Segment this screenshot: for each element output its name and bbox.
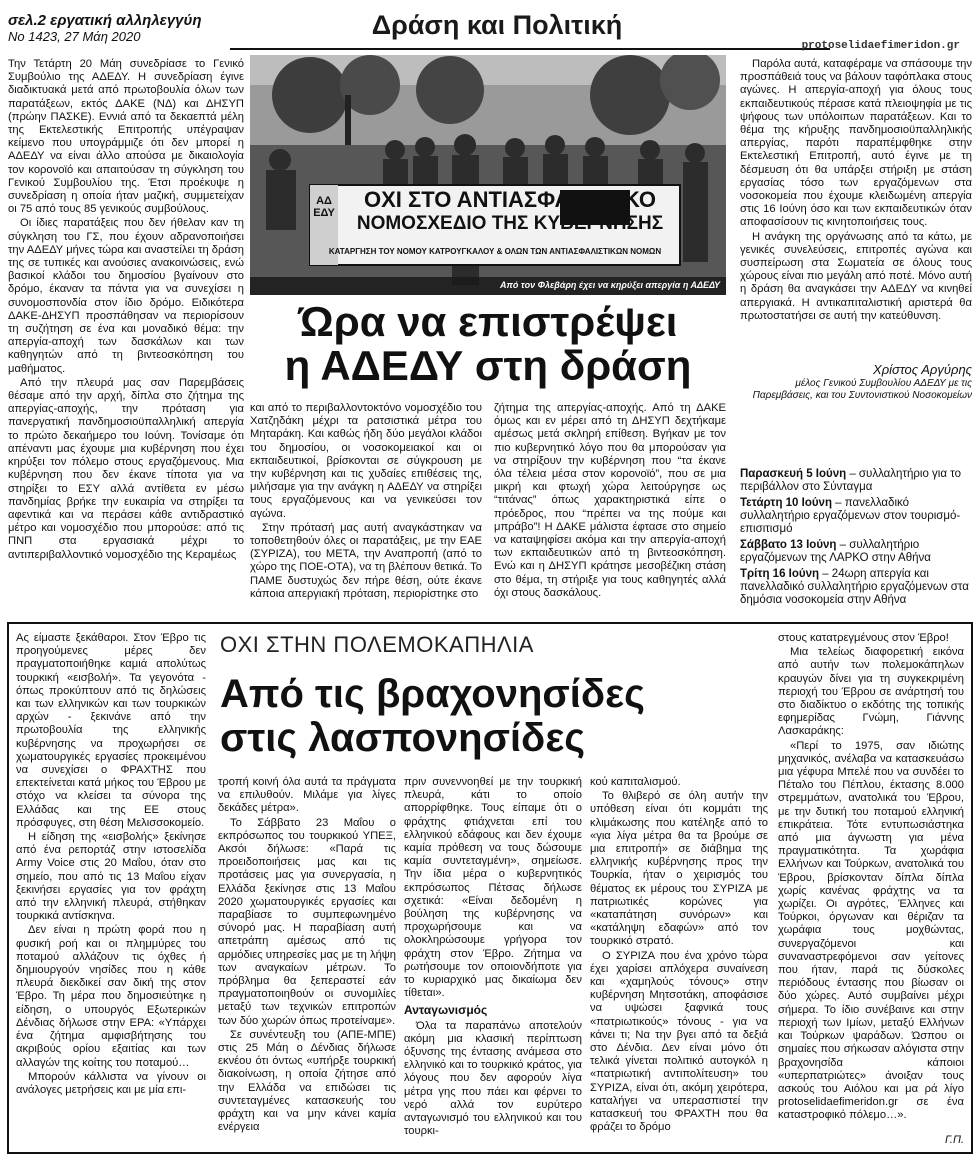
article1-para: Την Τετάρτη 20 Μάη συνεδρίασε το Γενικό Συμβούλιο της ΑΔΕΔΥ. Η συνεδρίαση έγινε διαδικτυακά μετά από πρωτοβουλία όλων των παρατάξεων, εκτός ΔΑΚΕ (ΝΔ) και ΔΗΣΥΠ (πρώην ΠΑΣΚΕ). Εννιά από τα δεκαεπτά μέλη της Εκτελεστικής Επιτροπής υπέγραψαν κείμενο που υπογράμμιζε ότι δεν μπορεί η ΑΔΕΔΥ να είναι άλλο απούσα με δικαιολογία τον κορονοϊό και απαιτούσαν τη σύγκληση του Γενικού Συμβουλίου της. Έτσι προέκυψε η συνεδρίαση η οποία ήταν μαζική, συμμετείχαν οι 75 από τους 85 γενικούς συμβούλους.	[8, 58, 244, 216]
article1-para: Η ανάγκη της οργάνωσης από τα κάτω, με γενικές συνελεύσεις, επιτροπές αγώνα και συσπείρωση στα Σωματεία σε όλους τους χώρους είναι πιο μεγάλη από ποτέ. Μόνο αυτή η δράση θα αναγκάσει την ΑΔΕΔΥ να κινηθεί απεργιακά. Η αντικαπιταλιστική αριστερά θα πρωτοστατήσει σε αυτή την κατεύθυνση.	[740, 230, 972, 322]
protest-photo-svg	[250, 55, 726, 295]
event-text: – 24ωρη απεργία και πανελλαδικό συλλαλητήριο εργαζόμενων στα δημόσια νοσοκομεία στην Αθήνα	[740, 568, 969, 606]
section-title: Δράση και Πολιτική	[371, 10, 623, 40]
event-text: – συλλαλητήριο εργαζόμενων της ΛΑΡΚΟ στην Αθήνα	[740, 539, 931, 564]
article2-headline-line1: Από τις βραχονησίδες	[220, 672, 645, 716]
event-item	[740, 468, 972, 494]
article1-para: και από το περιβαλλοντοκτόνο νομοσχέδιο του Χατζηδάκη μέχρι τα ρατσιστικά μέτρα του Μηταράκη. Και καθώς ήδη δύο μεγάλοι κλάδοι του δημοσίου, οι νοσοκομειακοί και οι εκπαιδευτικοί, βρίσκονται σε σύγκρουση με την κυβέρνηση και τις χυδαίες επιθέσεις της, μιλήσαμε για την ανάγκη η ΑΔΕΔΥ να στηρίξει τους εργαζόμενους και να γενικεύσει τον αγώνα.	[250, 402, 482, 520]
event-text: – συλλαλητήριο για το περιβάλλον στο Σύνταγμα	[740, 468, 961, 493]
article2-para: κού καπιταλισμού.	[590, 776, 681, 788]
article2-kicker: ΟΧΙ ΣΤΗΝ ΠΟΛΕΜΟΚΑΠΗΛΙΑ	[220, 632, 534, 657]
event-item	[740, 539, 972, 565]
event-day: Τετάρτη 10 Ιούνη	[740, 497, 832, 509]
events-list	[740, 468, 972, 610]
event-item	[740, 497, 972, 536]
article1-para: Οι ίδιες παρατάξεις που δεν ήθελαν καν τη σύγκληση του ΓΣ, που έχουν αδρανοποιήσει την ΑΔΕΔΥ μήνες τώρα και αναστείλει τη δράση της σε τυπικές και ανούσιες ανακοινώσεις, ενώ βασικοί κλάδοι του δημοσίου βγαίνουν στο δρόμο, έκαναν τα πάντα για να συνεχίσει η συνομοσπονδία στον ίδιο δρόμο. Ειδικότερα ΔΑΚΕ-ΔΗΣΥΠ προσπάθησαν να περιορίσουν τη συζήτηση σε ένα και μοναδικό θέμα: την απεργία-αποχή των δασκάλων και των καθηγητών από τη βιντεοσκόπηση του μαθήματος.	[8, 217, 244, 375]
article2-headline-line2: στις λασπονησίδες	[220, 716, 586, 760]
article1-col3	[494, 402, 726, 612]
banner-mid-text: ΝΟΜΟΣΧΕΔΙΟ ΤΗΣ ΚΥΒΕΡΝΗΣΗΣ	[356, 213, 664, 234]
article1-col2	[250, 402, 482, 612]
article2-para: Όλα τα παραπάνω αποτελούν ακόμη μια κλασική περίπτωση όξυνσης της έντασης ανάμεσα στο ελληνικό και το τουρκικό κράτος, για λόγους που δεν αφορούν λίγα μέτρα γης που πάει και φέρνει το νερό αλλά τον ευρύτερο ανταγωνισμό του ελληνικού και του τουρκι-	[404, 1019, 582, 1138]
article2-para: πριν συνεννοηθεί με την τουρκική πλευρά, κάτι το οποίο απορρίφθηκε. Τους είπαμε ότι ο φράχτης φτιάχνεται επί του ελληνικού εδάφους και δεν έχουμε καμία πρόθεση να τους δώσουμε καμία συντεταγμένη», σημείωσε. Την ίδια μέρα ο κυβερνητικός εκπρόσωπος Πέτσας δήλωσε σχετικά: «Είναι δεδομένη η βούληση της κυβέρνησης να προχωρήσουμε και να ολοκληρώσουμε γρήγορα τον φράχτη στον Έβρο. Ζήτημα να ρωτήσουμε τον οποιονδήποτε για το κυριαρχικό μας δικαίωμα δεν τίθεται».	[404, 776, 582, 1000]
article2-col1	[16, 632, 206, 1147]
article1-role: μέλος Γενικού Συμβουλίου ΑΔΕΔΥ με τις Παρεμβάσεις, και του Συντονιστικού Νοσοκομείων	[752, 378, 972, 401]
article1-col1	[8, 58, 244, 618]
article2-para: Το Σάββατο 23 Μαΐου ο εκπρόσωπος του τουρκικού ΥΠΕΞ, Ακσόι δήλωσε: «Παρά τις προειδοποιήσεις μας και τις προτάσεις μας για συνεργασία, η Ελλάδα ξεκίνησε στις 13 Μαΐου 2020 χωματουργικές εργασίες και παραβίασε το συμπεφωνημένο σύνορό μας. Η παραβίαση αυτή απετράπη αμέσως από τις αρμόδιες υπηρεσίες μας με τη λήψη των αναγκαίων μέτρων. Το πρόβλημα θα ξεπεραστεί εάν πραγματοποιηθούν οι συνομιλίες μεταξύ των τεχνικών επιτροπών των δύο χωρών όπως προτείναμε».	[218, 816, 396, 1027]
article2-subhead: Ανταγωνισμός	[404, 1003, 488, 1018]
event-day: Παρασκευή 5 Ιούνη	[740, 468, 847, 480]
banner-small-text: ΚΑΤΑΡΓΗΣΗ ΤΟΥ ΝΟΜΟΥ ΚΑΤΡΟΥΓΚΑΛΟΥ & ΟΛΩΝ ΤΩΝ ΑΝΤΙΑΣΦΑΛΙΣΤΙΚΩΝ ΝΟΜΩΝ	[328, 247, 662, 256]
article2-para: τροπή κοινή όλα αυτά τα πράγματα να επιλυθούν. Μιλάμε για λίγες δεκάδες μέτρα».	[218, 776, 396, 815]
article1-para: Παρόλα αυτά, καταφέραμε να σπάσουμε την προσπάθειά τους να βάλουν ταφόπλακα στους αγώνες. Η απεργία-αποχή για όλους τους εκπαιδευτικούς πέρασε κατά πλειοψηφία με τις ψήφους των υπόλοιπων παρατάξεων. Και το θέμα της κήρυξης πανδημοσιοϋπαλληλικής απεργίας, παρότι παραπέμφθηκε στην Εκτελεστική Επιτροπή, αυτό έγινε με τη δέσμευση ότι θα υπάρξει στήριξη με στάση εργασίας τόσο των εργαζόμενων στα νοσοκομεία που έχουμε κλειδωμένη απεργία στις 16 Ιούνη όσο και των εκπαιδευτικών όταν αποφασίσουν τις κινητοποιήσεις τους.	[740, 58, 972, 229]
page-label: σελ.2 εργατική αλληλεγγύη	[8, 12, 202, 29]
article2-para: Ο ΣΥΡΙΖΑ που ένα χρόνο τώρα έχει χαρίσει απλόχερα συναίνεση και «χαμηλούς τόνους» στην κυβέρνηση Μητσοτάκη, αποφάσισε να υψώσει ξαφνικά τους «πατριωτικούς» τόνους - για να κάνει τι; Να την βγει από τα δεξιά στο Δένδια. Δεν είναι μόνο ότι τελικά γίνεται πολιτικό αυτογκόλ η «πατριωτική αντιπολίτευση» του ΣΥΡΙΖΑ, είναι ότι, ακόμη χειρότερα, καταλήγει να υπερασπιστεί την κατασκευή του ΦΡΑΧΤΗ που θα φράζει το δρόμο	[590, 949, 768, 1134]
article1-para: Στην πρότασή μας αυτή αναγκάστηκαν να τοποθετηθούν όλες οι παρατάξεις, με την ΕΑΕ (ΣΥΡΙΖΑ), του ΜΕΤΑ, την Αναπροπή (από το χώρο της ΠΟΕ-ΟΤΑ), να τη βλέπουν θετικά. Το ΠΑΜΕ δυστυχώς δεν πήρε θέση, ούτε έκανε κάποια απεργιακή πρόταση, περιορίστηκε στο	[250, 521, 482, 600]
event-text: – πανελλαδικό συλλαλητήριο εργαζόμενων στον τουρισμό-επισιτισμό	[740, 497, 961, 535]
event-day: Σάββατο 13 Ιούνη	[740, 539, 837, 551]
photo-caption: Από τον Φλεβάρη έχει να κηρύξει απεργία η ΑΔΕΔΥ	[499, 280, 720, 290]
page-header-left	[8, 12, 218, 44]
article2-headline	[220, 672, 760, 760]
article2-col4	[590, 776, 768, 1148]
article2-para: Μια τελείως διαφορετική εικόνα από αυτήν των πολεμοκάπηλων κραυγών δίνει για τη συγκεκριμένη περιοχή του Έβρου σε ανάρτησή του στο διαδίκτυο ο εκδότης της τοπικής εφημερίδας Γνώμη, Γιάννης Λασκαράκης:	[778, 646, 964, 738]
article2-para: Ας είμαστε ξεκάθαροι. Στον Έβρο τις προηγούμενες μέρες δεν πραγματοποιήθηκε καμιά απολύτως τουρκική «εισβολή». Τα γεγονότα - όπως προκύπτουν από τις δηλώσεις και των ελληνικών και των τουρκικών αρχών - ξεκινάνε από την πρωτοβουλία της ελληνικής κυβέρνησης να προχωρήσει σε χωματουργικές εργασίες προκειμένου να συνεχίσει ο ΦΡΑΧΤΗΣ που επεκτείνεται κατά μήκος του Έβρου με στόχο να κλείσει τα σύνορα της Ελλάδας και της ΕΕ στους πρόσφυγες, στη θέση Μελισσοκομείο.	[16, 632, 206, 829]
issue-label: Νο 1423, 27 Μάη 2020	[8, 29, 141, 44]
article1-para: ζήτημα της απεργίας-αποχής. Από τη ΔΑΚΕ όμως και εν μέρει από τη ΔΗΣΥΠ δεχτήκαμε αμέσως μετά σκληρή επίθεση. Βγήκαν με τον πιο κυβερνητικό λόγο που θα μπορούσαν για να στηρίξουν την κυβέρνηση που “τα έκανε όλα τέλεια μέσα στον κορονοϊό”, που σε μια μικρή και φτωχή χώρα λειτούργησε ως “τιτάνας” όπως χαρακτηριστικά είπε ο πρόεδρος, που “πρέπει να της πούμε και μπράβο”! Η ΔΑΚΕ μάλιστα έφτασε στο σημείο να καταψηφίσει ακόμα και την απεργία-αποχή των εκπαιδευτικών από τη βιντεοσκόπηση. Ενώ και η ΔΗΣΥΠ κράτησε μεσοβέζικη στάση στο θέμα, τη στήριξε για τους καθηγητές αλλά όχι στους δασκάλους.	[494, 402, 726, 599]
article1-headline-line2: η ΑΔΕΔΥ στη δράση	[284, 342, 692, 389]
site-watermark: protoselidaefimeridon.gr	[801, 40, 960, 52]
article2-para: Δεν είναι η πρώτη φορά που η φυσική ροή και οι πλημμύρες του ποταμού αλλάζουν τις όχθες ή δημιουργούν νησίδες που η κάθε πλευρά διεκδικεί σαν δική της στον Έβρο. Τη μέρα που δημοσιεύτηκε η είδηση, ο υπουργός Εξωτερικών Δένδιας δήλωσε στην ΕΡΑ: «Υπάρχει ένα ζήτημα αμφισβήτησης του ακριβούς ορίου εξαιτίας και των αλλαγών της κοίτης του ποταμού…	[16, 924, 206, 1069]
article1-headline-line1: Ώρα να επιστρέψει	[298, 298, 678, 345]
banner-side-text: ΑΔΕΔΥ	[313, 195, 335, 219]
article1-headline	[250, 300, 726, 388]
banner-big-text: ΟΧΙ ΣΤΟ ΑΝΤΙΑΣΦΑΛΙΣΤΙΚΟ	[364, 187, 656, 212]
article2-col5	[778, 632, 964, 1132]
event-item	[740, 568, 972, 607]
header-rule	[230, 48, 830, 50]
article1-para: Από την πλευρά μας σαν Παρεμβάσεις θέσαμε από την αρχή, δίπλα στο ζήτημα της απεργίας-αποχής, την πρόταση για πανεργατική πανδημοσιοϋπαλληλική απεργία το πρώτο δεκαήμερο του Ιούνη. Τονίσαμε ότι απέναντι μας έχουμε μια κυβέρνηση που έχει κηρύξει τον πόλεμο στους εργαζόμενους. Μια κυβέρνηση που δεν έκανε τίποτα για να στηρίξει το ΕΣΥ αλλά αντίθετα εν μέσω πανδημίας βρήκε την ευκαιρία να στηρίξει τα αφεντικά και να περάσει κάθε αντιδραστικό μέτρο και νομοσχέδιο που μπορούσε: από τις ΠΝΠ στα εργασιακά μέχρι το αντιπεριβαλλοντικό νομοσχέδιο της Κεραμέως	[8, 376, 244, 561]
article2-para: «Περί το 1975, σαν ιδιώτης μηχανικός, ανέλαβα να κατασκευάσω μια γέφυρα Μπελέ που να συνδέει το Πέταλο του Πέπλου, έκτασης 8.000 στρεμμάτων, ανατολικά του Έβρου, με την δυτική του ποταμού ελληνική επικράτεια. Τότε εντυπωσιάστηκα από μια άγνωστη για μένα πραγματικότητα. Τα χωράφια Ελλήνων και Τούρκων, ανατολικά του Έβρου, βρίσκονταν δίπλα δίπλα χωρίς κανένας φράχτης να τα χωρίζει. Οι αγρότες, Έλληνες και Τούρκοι, όργωναν και θέριζαν τα χωράφια τους μοχθώντας, συνεργαζόμενοι και συναναστρεφόμενοι σαν γείτονες που ήταν, παρά τις δύσκολες περιόδους έντασης που βίωσαν οι δύο χώρες. Αυτό συμβαίνει μέχρι σήμερα. Το ίδιο συνέβαινε και στην περιοχή των Ιμίων, μεταξύ Ελλήνων και Τούρκων ψαράδων. Ώσπου οι σημαίες που σήκωσαν αλόγιστα στην βραχονησίδα κάποιοι «υπερπατριώτες» άνοιξαν τους ασκούς του Αιόλου και μα ρά λίγο protoselidaefimeridon.gr σε ένα καταστροφικό πόλεμο…».	[778, 739, 964, 1122]
article2-col2	[218, 776, 396, 1148]
article1-col4	[740, 58, 972, 358]
article2-para: στους κατατρεγμένους στον Έβρο!	[778, 632, 949, 644]
article2-signature: Γ.Π.	[945, 1134, 964, 1146]
event-day: Τρίτη 16 Ιούνη	[740, 568, 820, 580]
article2-para: Το θλιβερό σε όλη αυτήν την υπόθεση είναι ότι κομμάτι της κλιμάκωσης που κατέληξε από το «για λίγα μέτρα θα τα βρούμε σε μια επιτροπή» σε διάβημα της ελληνικής κυβέρνησης προς την Τουρκία, ήταν ο χειρισμός του θέματος εκ μέρους του ΣΥΡΙΖΑ με πατριωτικές κορώνες για «καταπάτηση συνόρων» και «κατάληψη εδαφών» από τον τουρκικό στρατό.	[590, 790, 768, 948]
article2-para: Μπορούν κάλλιστα να γίνουν οι ανάλογες μετρήσεις και με μία επι-	[16, 1070, 206, 1096]
article2-para: Σε συνέντευξη του (ΑΠΕ-ΜΠΕ) στις 25 Μάη ο Δένδιας δήλωσε εκνέου ότι όντως «υπήρξε τουρκική διακοίνωση, η οποία ζήτησε από την Ελλάδα να επιδώσει τις συντεταγμένες κατασκευής του φράχτη και να μην κάνει καμία ενέργεια	[218, 1028, 396, 1134]
article1-signature: Χρίστος Αργύρης	[873, 362, 972, 377]
article2-col3	[404, 776, 582, 1148]
article2-para: Η είδηση της «εισβολής» ξεκίνησε από ένα ρεπορτάζ στην ιστοσελίδα Army Voice στις 20 Μαΐου, όταν στο σημείο, που από τις 13 Μαΐου είχαν ξεκινήσει εργασίες για τον φράχτη από την ελληνική πλευρά, στήθηκαν τουρκικά αντίσκηνα.	[16, 831, 206, 923]
protest-photo	[250, 55, 726, 295]
